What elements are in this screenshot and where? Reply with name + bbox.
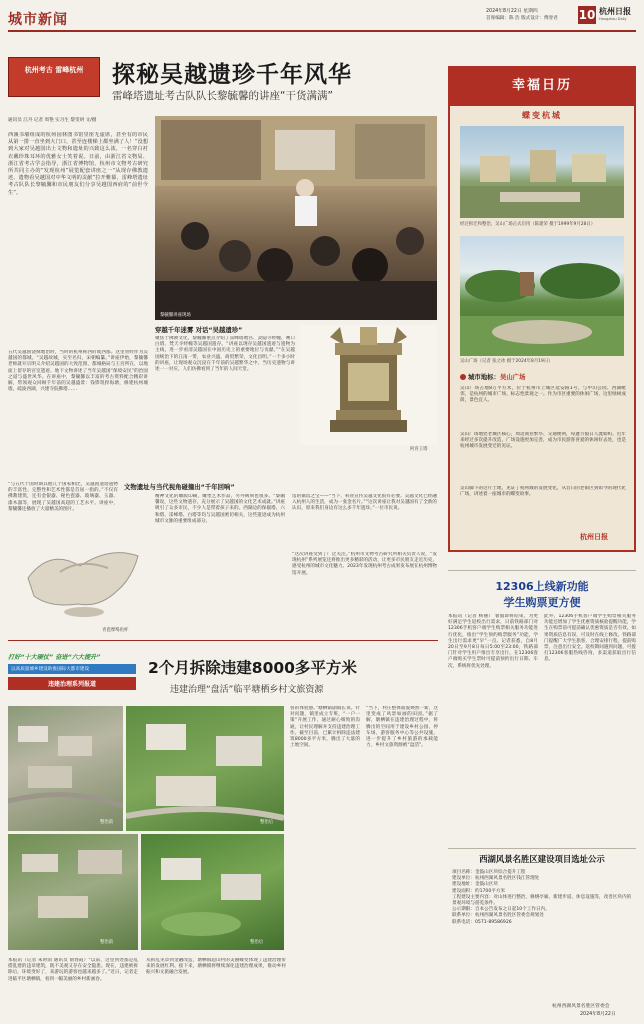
date-line: 2024年8月22日 星期四: [486, 9, 538, 14]
lead-body-col1: 五代吴越国饶撰地治时，当时的杭州称西府或西都。这里曾经作为吴越国的都城。“吴越故城，实至名归，宋朝编纂。”讲座伊始，黎毓馨老师就开宗明义介绍吴越国的大致范围、都城格局与王宫所在，以地面上留存的宫室遗迹、地下文物讲述了当年吴越国“保境安民”的治国之道与盛世风华。在讲座中，黎毓馨以丰富的考古资料配合精彩讲解，带领观众回顾千年前的吴越盛景：钱镠筑捍海塘，修建杭州城墙，疏浚西湖，兴建寺院佛塔……: [8, 350, 148, 393]
audience-illustration: [155, 116, 437, 320]
notice-top-rule: [448, 848, 636, 849]
lead-subheading-1: 穿越千年迷雾 对话“吴越遗珍”: [155, 326, 243, 334]
demolition-title: 2个月拆除违建8000多平方米: [148, 659, 357, 677]
happy-calendar-title: 幸福日历: [511, 78, 572, 93]
before-photo-1: [8, 706, 123, 831]
after-illustration-2: [141, 834, 284, 950]
landmark-icon: [460, 374, 466, 380]
section-title: 城市新闻: [8, 12, 68, 28]
ticket-top-rule: [448, 570, 636, 571]
lead-body-col2: 聚焦于佛教文化，黎毓馨重点介绍了雷峰塔地宫、灵隐寺经幢、闸口白塔、梵天寺经幢等吴越国遗存。“讲座以现存吴越国遗迹与遗物为主线，进一步看清吴越国在中国历史上的重要地位与贡献。”“在吴越国统治下的江南一带，农业兴盛，商贸繁荣，文化昌明。”一个多小时的讲座，让现场观众沉浸在千年前的吴越繁华之中，当历史遗物与讲述一一对应，人们仿佛看到了当年的人间天堂。: [155, 336, 295, 373]
pagoda-illustration: [300, 325, 437, 445]
happy-calendar-header: [450, 68, 634, 106]
notice-line: 建设面积：约1700平方米: [452, 888, 506, 894]
notice-line: 建设地址：金鼓山区块: [452, 882, 498, 888]
ticket-title-2: 学生购票更方便: [503, 596, 581, 609]
page-number: 10: [578, 8, 596, 22]
editors-line: 首席编辑：陈 浩 版式设计：傅誉君: [486, 16, 558, 21]
before-illustration-2: [8, 834, 138, 950]
notice-footer-2: 2024年8月22日: [580, 1012, 616, 1017]
new-square-caption: 吴山广场（记者 张之冰 摄于2024年8月19日）: [460, 359, 553, 364]
happy-calendar-subtitle: 蝶变杭城: [522, 111, 562, 120]
before-caption-1: 整治前: [100, 820, 114, 825]
demolition-col-2: “当下，村庄整体面貌焕然一新，这里变成了风景如画的田园。”据了解，塘栖镇在违建治理过程中，将腾出的空间用于建设乡村公园、停车场、游客服务中心等公共设施，进一步提升了乡村旅游的承载能力，乡村文旅资源被“盘活”。: [366, 706, 438, 749]
demolition-col-3: 本报讯（记者 朱时雨 通讯员 俞春霞）“以前，这里到处都是乱搭乱建的违章建筑，既不美观又存在安全隐患。现在，违建被拆除后，环境变好了，来游玩的游客也越来越多了。”近日，记者走进临平区塘栖镇，看到一幅美丽的乡村新画卷。: [8, 958, 138, 982]
before-caption-2: 整治前: [100, 940, 114, 945]
lead-body-col5: 馆的镇馆之宝——“当下，科普宣传吴越文化很有必要。吴越文化已经融入杭州人的生活，成为一张金名片。”“这次讲座让我对吴越国有了全新的认识，原来我们身边有这么多千年遗珍。”一位市民说。: [292, 494, 437, 512]
ticket-title-1: 12306上线新功能: [495, 580, 589, 593]
lead-badge: [8, 57, 100, 97]
lecture-photo-caption: 黎毓馨讲座现场: [160, 313, 191, 318]
old-square-illustration: [460, 126, 624, 218]
notice-line: 工程建设主要内容：对山体进行整治，修缮亭廊，新建步道、休息设施等，改善区块内的景观环境与游览条件。: [452, 894, 632, 907]
after-photo-2: [141, 834, 284, 950]
lead-body-col6: “这次讲座受到了广泛关注。”杭州市文物考古研究所相关负责人说，“发现杭州”系列展览还将推出更多精彩的活动，让更多市民朋友走近历史，感受杭州的城市文化魅力。2023年发现杭州考古成果发布展在杭州博物馆开展。: [292, 552, 437, 576]
demolition-badge: [8, 652, 136, 696]
lead-subtitle: 雷峰塔遗址考古队队长黎毓馨的讲座“干货满满”: [112, 90, 333, 102]
badge-line-1: 打好“十大硬仗” 奋进“六大提升”: [8, 654, 101, 661]
notice-body: [452, 870, 634, 926]
old-square-photo: [460, 126, 624, 218]
before-photo-2: [8, 834, 138, 950]
after-caption-2: 整治后: [250, 940, 264, 945]
new-square-illustration: [460, 236, 624, 356]
after-illustration-1: [126, 706, 284, 831]
demolition-col-4: 从拆乱见章到金融改造，塘栖镇超山村的美丽蝶变体现了违建治理带来的发展红利。接下来，塘栖镇将继续深化违建治理成果，推动乡村振兴和文旅融合发展。: [146, 958, 286, 976]
happy-text-3: 吴山脚下的这片土地，见证了杭州城的发展变化，从昔日的老街区到如今的现代化广场，讲述着一座城市的蝶变故事。: [460, 486, 626, 498]
lead-body-col4: 精神文化的雕版印刷，雕塑艺术作品，另外碑刻也很多。“黎毓馨说，这些文物遗存，充分展示了吴越国的文化艺术成就。”讲座吸引了众多市民，不少人是带着孩子来的。西湖边的保俶塔、六和塔、雷峰塔、白塔等均与吴越国密切相关，这些遗迹成为杭州城市文脉的重要组成部分。: [155, 494, 285, 524]
fish-cup-illustration: [20, 538, 148, 630]
lead-body-col3: “与五代十国时期其他几个国家相比，吴越国遗迹遗物的丰富性、完整性和艺术性都是首屈一指的。”不仅有佛教建筑，还有金银器、秘色瓷器、玻璃器、玉器、漆木器等，展现了吴越国高超的工艺水平。讲座中，黎毓馨还播放了大量精美的图片。: [8, 482, 118, 512]
masthead: [0, 0, 644, 34]
before-illustration-1: [8, 706, 123, 831]
lecture-photo: [155, 116, 437, 320]
new-square-photo: [460, 236, 624, 356]
badge-text: 杭州考古 雷峰杭州: [24, 66, 84, 74]
happy-text-2: 吴山广场地处老城区核心，周边商业繁华、交通便利，每逢节假日人流如织。近年来经过多次提升改造，广场设施更加完善，成为市民游客喜爱的休闲好去处，也是杭州城市发展变迁的见证。: [460, 432, 626, 450]
happy-text-1: 吴山广场占地8万平方米，位于杭州市上城区延安路1号，与中山公园、西湖毗邻，是杭州的城市广场、标志性景观之一。作为市区重要的休闲广场，这里绿树成荫，景色宜人。: [460, 386, 626, 404]
notice-line: 联系单位：杭州西湖风景名胜区管委会规划处: [452, 913, 544, 919]
lead-subheading-2: 文物遗址与当代视角碰撞出“千年回响”: [124, 483, 235, 491]
lead-bottom-rule: [8, 640, 438, 641]
landmark-line: [460, 372, 630, 381]
ticket-col-2: 此外，12306手机客户端学生购票相关服务功能还增加了学生优惠资质核验提醒功能，学生在购票前可提前确认优惠资质是否有效。如果资质信息有误，可及时在线上修改。铁路部门提醒广大学生旅客，合理安排行程，提前购票，注意出行安全。返校期间遇到问题，可拨打12306客服热线咨询，多渠道获取出行信息。: [544, 614, 636, 663]
badge-line-3: 违建治理系列报道: [8, 677, 136, 690]
fish-cup-photo: [20, 538, 148, 630]
masthead-logo-sub: Hangzhou Daily: [599, 17, 627, 21]
badge-line-2: 以高质量城乡建设助推国际大都市建设: [8, 664, 136, 674]
demolition-col-1: 客的体验感。”塘栖镇副镇长说。针对问题，镇里成立专班，“一户一策”开展工作，通过耐心细致的沟通，让村民理解并支持违建治理工作。截至目前，已累计拆除违法建筑8000多平方米，腾出了大量的土地空间。: [290, 706, 360, 749]
landmark-value: 吴山广场: [499, 373, 526, 381]
old-square-caption: 经过拆迁和整治，吴山广场正式启用（陈建荣 摄于1999年9月28日）: [460, 222, 596, 227]
demolition-subtitle: 违建治理“盘活”临平塘栖乡村文旅资源: [170, 685, 324, 695]
masthead-logo: 杭州日报: [599, 6, 631, 16]
notice-line: 建设单位：杭州西湖风景名胜区钱江管理处: [452, 876, 540, 882]
lead-title: 探秘吴越遗珍千年风华: [112, 62, 352, 88]
relic-pagoda-caption: 阿育王塔: [410, 447, 428, 452]
lead-byline: 通讯员 江丹 记者 周艳 实习生 黎雯妍 文/摄: [8, 118, 97, 123]
ticket-col-1: 本报讯（记者 杨丽） 暑假即将结束，为更好满足学生返校出行需求，日前铁路部门对12306手机客户端学生购票相关服务功能进行优化，推出“学生预约购票服务”功能，学生出行需求更“早”一点。记者获悉，自8月20日至9月8日每日5:00至23:00，铁路部门针对学生用户推出专享出行，在12306客户端购买学生票时可提前预约出行日期、车次，系统将优先处理。: [448, 614, 538, 669]
after-photo-1: [126, 706, 284, 831]
happy-logo: 杭州日报: [580, 532, 608, 541]
lead-intro: 西溪书墙组成的杭州园林图书馆里座无虚席，甚至有的市民从第一排一直坐到大门口，甚至连楼梯上都坐满了人！“没想到大家对吴越国出土文物和遗址的兴致这么浓，一名穿白衬衣戴珍珠耳环的优雅女士笑着说。日前，由浙江省文物局、浙江省考古学会指导，浙江省博物馆、杭州市文物考古研究所共同主办的“发现杭州”展览配套讲座之一“从现存佛教遗迹、遗物看吴越国对中华文明的贡献”拉开帷幕，雷峰塔遗址考古队队长黎毓馨和市民朋友们分享吴越国西府的“前世今生”。: [8, 132, 148, 196]
fish-cup-caption: 青瓷摩羯鱼杯: [102, 628, 129, 633]
notice-line: 项目名称：金鼓山区块综合提升工程: [452, 870, 526, 875]
relic-pagoda-photo: [300, 325, 437, 445]
notice-title: 西湖风景名胜区建设项目选址公示: [479, 854, 605, 864]
happy-calendar-panel: [448, 66, 636, 552]
after-caption-1: 整治后: [260, 820, 274, 825]
notice-line: 公示期限：自本公告发布之日起10个工作日内。: [452, 907, 550, 913]
masthead-rule: [8, 30, 636, 32]
notice-line: 联系电话：0571-89586926: [452, 919, 512, 925]
landmark-label: 城市地标：: [468, 373, 500, 381]
notice-footer-1: 杭州西湖风景名胜区管委会: [552, 1004, 610, 1009]
